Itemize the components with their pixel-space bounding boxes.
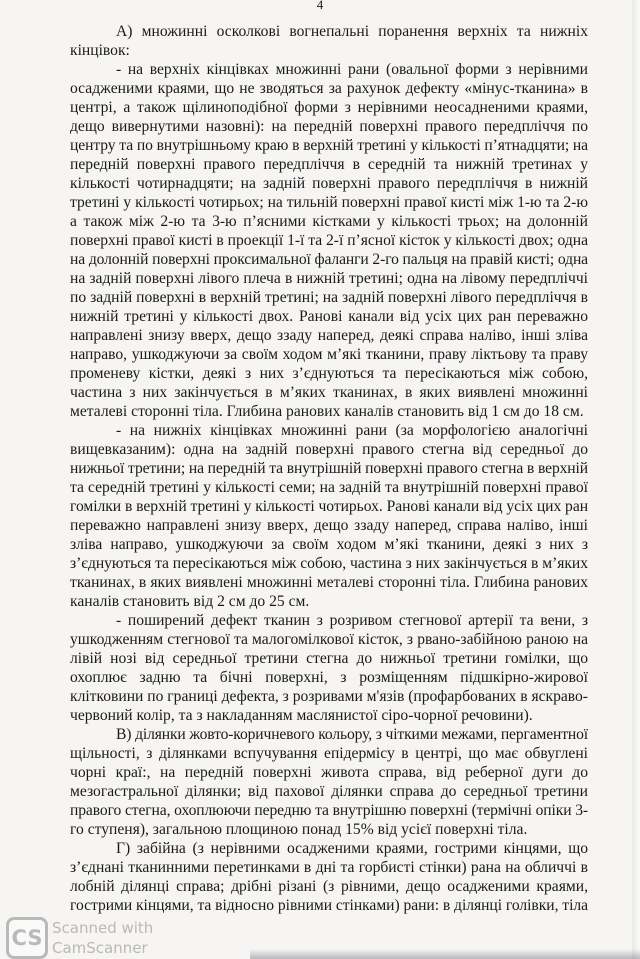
text-line: В) ділянки жовто-коричневого кольору, з чіткими межами, пергаментної xyxy=(116,726,588,743)
text-line: - на нижніх кінцівках множинні рани (за морфологією аналогічні xyxy=(116,422,588,439)
text-line: передній поверхні правого передпліччя в середній та нижній третинах у xyxy=(70,156,588,173)
text-line: а також між 2-ю та 3-ю п’ясними кістками у кількості трьох; на долонній xyxy=(70,213,588,230)
page-number: 4 xyxy=(316,0,324,12)
text-line: го ступеня), загальною площиною понад 15% від усієї поверхні тіла. xyxy=(70,821,528,838)
text-line: чорні краї:, на передній поверхні живота справа, від реберної дуги до xyxy=(70,764,588,781)
text-line: направо, ушкоджуючи за своїм ходом м’які тканини, праву ліктьову та праву xyxy=(70,346,588,363)
text-line: дещо вивернутими назовні): на передній поверхні правого передпліччя по xyxy=(70,118,588,135)
text-line: клітковини по границі дефекта, з розривами м'язів (профарбованих в яскраво- xyxy=(70,688,588,705)
text-line: нижньої третини; на передній та внутрішній поверхні правого стегна в верхній xyxy=(70,460,588,477)
text-line: центрі, а також щілиноподібної форми з нерівними неосадненими краями, xyxy=(70,99,588,116)
text-line: вищевказаним): одна на задній поверхні правого стегна від середньої до xyxy=(70,441,588,458)
text-line: лівій нозі від середньої третини стегна до нижньої третини гомілки, що xyxy=(70,650,588,667)
text-line: мезогастральної ділянки; від пахової ділянки справа до середньої третини xyxy=(70,783,588,800)
text-line: по задній поверхні в верхній третині; на задній поверхні лівого передпліччя в xyxy=(70,289,588,306)
text-line: тканинах, в яких виявлені множинні металеві сторонні тіла. Глибина ранових xyxy=(70,574,588,591)
text-line: А) множинні осколкові вогнепальні поранення верхніх та нижніх xyxy=(116,23,588,40)
text-line: на долонній поверхні проксимальної фаланги 2-го пальця на правій кисті; одна xyxy=(70,251,588,268)
text-line: частина з них закінчується в м’яких тканинах, в яких виявлені множинні xyxy=(70,384,588,401)
text-line: на задній поверхні лівого плеча в нижній третині; одна на лівому передпліччі xyxy=(70,270,588,287)
text-line: центру та по внутрішньому краю в верхній третині у кількості п’ятнадцяти; на xyxy=(70,137,588,154)
text-line: нижній третині у кількості двох. Ранові канали від усіх цих ран переважно xyxy=(70,308,588,325)
text-line: та середній третині у кількості семи; на задній та внутрішній поверхні правої xyxy=(70,479,588,496)
text-line: з’єднані тканинними перетинками в дні та горбисті стінки) рана на обличчі в xyxy=(70,859,588,876)
watermark-line2: CamScanner xyxy=(52,939,148,957)
text-line: лобній ділянці справа; дрібні різані (з рівними, дещо осадженими краями, xyxy=(70,878,588,895)
text-line: гострими кінцями, та відносно рівними стінками) рани: в ділянці голівки, тіла xyxy=(70,897,588,914)
text-line: охоплює задню та бічні поверхні, з розміщенням підшкірно-жирової xyxy=(70,669,588,686)
text-line: направлені знизу вверх, дещо ззаду наперед, деякі справа наліво, інші зліва xyxy=(70,327,588,344)
text-line: червоний колір, та з накладанням маслянистої сіро-чорної речовини). xyxy=(70,707,533,724)
camscanner-watermark xyxy=(52,918,153,958)
text-line: - поширений дефект тканин з розривом стегнової артерії та вени, з xyxy=(116,612,588,629)
scan-edge xyxy=(632,0,640,959)
text-line: металеві сторонні тіла. Глибина ранових каналів становить від 1 см до 18 см. xyxy=(70,403,584,420)
text-line: кількості чотирнадцяти; на задній поверхні правого передпліччя в нижній xyxy=(70,175,588,192)
text-line: осадженими краями, що не зводяться за рахунок дефекту «мінус-тканина» в xyxy=(70,80,588,97)
text-line: з’єднуються та пересікаються між собою, частина з них закінчується в м’яких xyxy=(70,555,588,572)
text-line: правого стегна, охоплюючи передню та внутрішню поверхні (термічні опіки 3- xyxy=(70,802,588,819)
text-line: зліва направо, ушкоджуючи за своїм ходом м’які тканини, деякі з них з xyxy=(70,536,588,553)
text-line: каналів становить від 2 см до 25 см. xyxy=(70,593,310,610)
watermark-line1: Scanned with xyxy=(52,919,154,937)
text-line: ушкодженням стегнової та малогомілкової кісток, з рвано-забійною раною на xyxy=(70,631,588,648)
camscanner-logo: CS xyxy=(6,917,48,959)
text-line: третині у кількості чотирьох; на тильній поверхні правої кисті між 1-ю та 2-ю xyxy=(70,194,588,211)
text-line: - на верхніх кінцівках множинні рани (овальної форми з нерівними xyxy=(116,61,588,78)
scan-shadow xyxy=(250,949,640,959)
text-line: Г) забійна (з нерівними осадженими краями, гострими кінцями, що xyxy=(116,840,588,857)
text-line: гомілки в верхній третині у кількості чотирьох. Ранові канали від усіх цих ран xyxy=(70,498,588,515)
document-body xyxy=(70,22,588,915)
text-line: поверхні правої кисті в проекції 1-ї та 2-ї п’ясної кісток у кількості двох; одна xyxy=(70,232,588,249)
text-line: кінцівок: xyxy=(70,42,130,59)
text-line: щільності, з ділянками вспучування епідермісу в центрі, що має обвуглені xyxy=(70,745,588,762)
text-line: променеву кістки, деякі з них з’єднуються та пересікаються між собою, xyxy=(70,365,588,382)
text-line: переважно направлені знизу вверх, дещо ззаду наперед, справа наліво, інші xyxy=(70,517,588,534)
